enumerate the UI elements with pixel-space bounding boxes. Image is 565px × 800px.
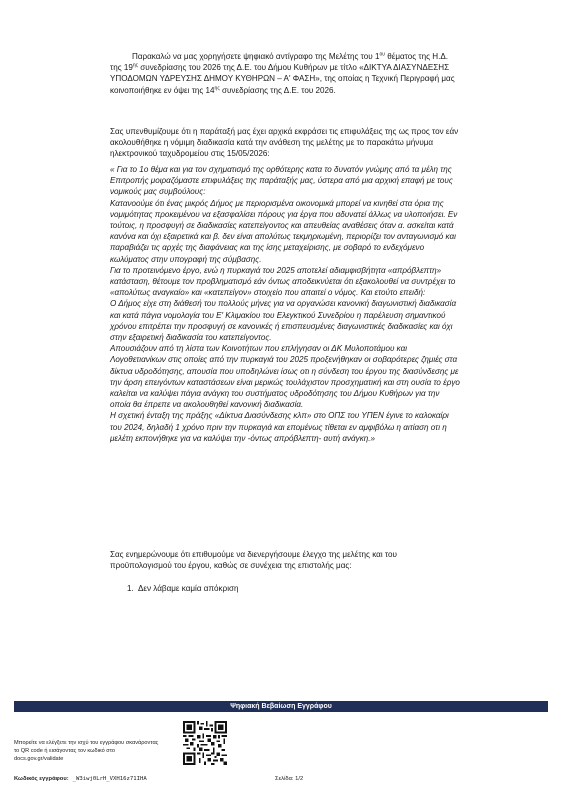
quote-paragraph: Η σχετική ένταξη της πράξης «Δίκτυα Διασύνδεσης κλπ» στο ΟΠΣ του ΥΠΕΝ έγινε το καλοκαίρι του 2024, δηλαδή 1 χρόνο πριν την πυρκαγιά και επομένως τίθεται εν αμφιβόλω η αιτίαση οτι η μελέτη εκπονήθηκε για να καλύψει την -όντως απρόβλεπτη- αυτή ανάγκη.» bbox=[110, 411, 449, 443]
paragraph-request-text-1: Παρακαλώ να μας χορηγήσετε ψηφιακό αντίγραφο της Μελέτης του 1 bbox=[132, 52, 380, 61]
quote-paragraph: « Για το 1ο θέμα και για τον σχηματισμό της ορθότερης κατα το δυνατόν γνώμης από τα μέλη της Επιτροπής μοιραζόμαστε επιφυλάξεις της παράταξής μας, ύστερα από μια αρχική επαφή με τους νομικούς μας συμβούλους: bbox=[110, 165, 453, 197]
quoted-email bbox=[110, 164, 460, 444]
superscript-is-2: ης bbox=[214, 84, 220, 91]
quote-paragraph: Για το προτεινόμενο έργο, ενώ η πυρκαγιά του 2025 αποτελεί αδιαμφισβήτητα «απρόβλεπτη» κατάσταση, θέτουμε τον προβληματισμό εάν όντως αποδεικνύεται ότι εξακολουθεί να συντρέχει το «απολύτως αναγκαίο» και «κατεπείγον» στοιχείο που απαιτεί ο νόμος. Και ετούτο επειδή: bbox=[110, 265, 456, 298]
numbered-list bbox=[127, 583, 239, 594]
paragraph-request bbox=[110, 51, 460, 96]
quote-paragraph: Κατανοούμε ότι ένας μικρός Δήμος με περιορισμένα οικονομικά μπορεί να κινηθεί στα όρια της νομιμότητας προκειμένου να εξασφαλίσει πόρους για έργα που αδυνατεί άλλως να υλοποιήσει. Εν τούτοις, η προσφυγή σε διαδικασίες κατεπείγοντος και απευθείας αναθέσεις όταν α. ασκείται κατά κανόνα και όχι εξαιρετικά και β. δεν είναι απολύτως τεκμηριωμένη, περιορίζει τον ανταγωνισμό και παραβιάζει τις αρχές της διαφάνειας και της ίσης μεταχείρισης, με σοβαρό το ενδεχόμενο κωλύματος στην υπογραφή της σύμβασης. bbox=[110, 198, 458, 264]
paragraph-request-text-4: συνεδρίασης της Δ.Ε. του 2026. bbox=[219, 85, 336, 95]
list-item-number: 1. bbox=[127, 584, 134, 593]
list-item bbox=[127, 583, 239, 594]
document-code-value: _W3iwj0LrH_VXH16z71IHA bbox=[72, 776, 147, 782]
list-item-text: Δεν λάβαμε καμία απόκριση bbox=[138, 584, 239, 593]
paragraph-reminder: Σας υπενθυμίζουμε ότι η παράταξή μας έχει αρχικά εκφράσει τις επιφυλάξεις της ως προς τον εάν ακολουθήθηκε η νόμιμη διαδικασία κατά την ανάθεση της μελέτης με το παρακάτω μήνυμα ηλεκτρονικού ταχυδρομείου στις 15/05/2026: bbox=[110, 127, 459, 159]
superscript-is: ης bbox=[132, 62, 139, 69]
paragraph-inspection: Σας ενημερώνουμε ότι επιθυμούμε να διενεργήσουμε έλεγχο της μελέτης και του προϋπολογισμού του έργου, καθώς σε συνέχεια της επιστολής μας: bbox=[110, 550, 397, 571]
digital-certification-banner: Ψηφιακή Βεβαίωση Εγγράφου bbox=[14, 701, 548, 712]
qr-code[interactable] bbox=[183, 721, 227, 765]
superscript-ou: ου bbox=[379, 51, 385, 58]
paragraph-request-text-3: συνεδρίασης του 2026 της Δ.Ε. του Δήμου Κυθήρων με τίτλο «ΔΙΚΤΥΑ ΔΙΑΣΥΝΔΕΣΗΣ ΥΠΟΔΟΜΩΝ ΥΔΡΕΥΣΗΣ ΔΗΜΟΥ ΚΥΘΗΡΩΝ – Α' ΦΑΣΗ», της οποίας η Τεχνική Περιγραφή μας κοινοποιήθηκε εν όψει της 14 bbox=[110, 63, 455, 95]
quote-paragraph: Ο Δήμος είχε στη διάθεσή του πολλούς μήνες για να οργανώσει κανονική διαγωνιστική διαδικασία και κατά πάγια νομολογία του Ε' Κλιμακίου του Ελεγκτικού Συνεδρίου η παρέλευση σημαντικού χρόνου επιτρέπει την προσφυγή σε κανονικές ή επισπευσμένες διαγωνιστικές διαδικασίες και όχι στην εξαιρετική διαδικασία του κατεπείγοντος. bbox=[110, 299, 457, 343]
document-code-label: Κωδικός εγγράφου: bbox=[14, 776, 69, 782]
page-number: Σελίδα: 1/2 bbox=[275, 776, 304, 782]
quote-paragraph: Απουσιάζουν από τη λίστα των Κοινοτήτων που επλήγησαν οι ΔΚ Μυλοποτάμου και Λογοθετιανίκων στις οποίες από την πυρκαγιά του 2025 προξενήθηκαν οι σοβαρότερες ζημιές στα δίκτυα υδροδότησης, απουσία που υποδηλώνει ίσως οτι η σύνδεση του έργου της διασύνδεσης με την άρση επειγόντων καταστάσεων είναι μερικώς τουλάχιστον προσχηματική και στη ουσία το έργο καλείται να καλύψει πάγια ανάγκη του συστήματος υδροδότησης του Δήμου Κυθήρων για την οποία θα έπρεπε να ακολουθηθεί κανονική διαδικασία. bbox=[110, 344, 460, 410]
verification-instructions: Μπορείτε να ελέγξετε την ισχύ του εγγράφου σκανάροντας το QR code ή εισάγοντας τον κωδικό στο docs.gov.gr/validate bbox=[14, 740, 159, 762]
document-code bbox=[14, 776, 147, 782]
paragraph-request-text-2: θέματος της Η.Δ. της 19 bbox=[110, 52, 448, 73]
